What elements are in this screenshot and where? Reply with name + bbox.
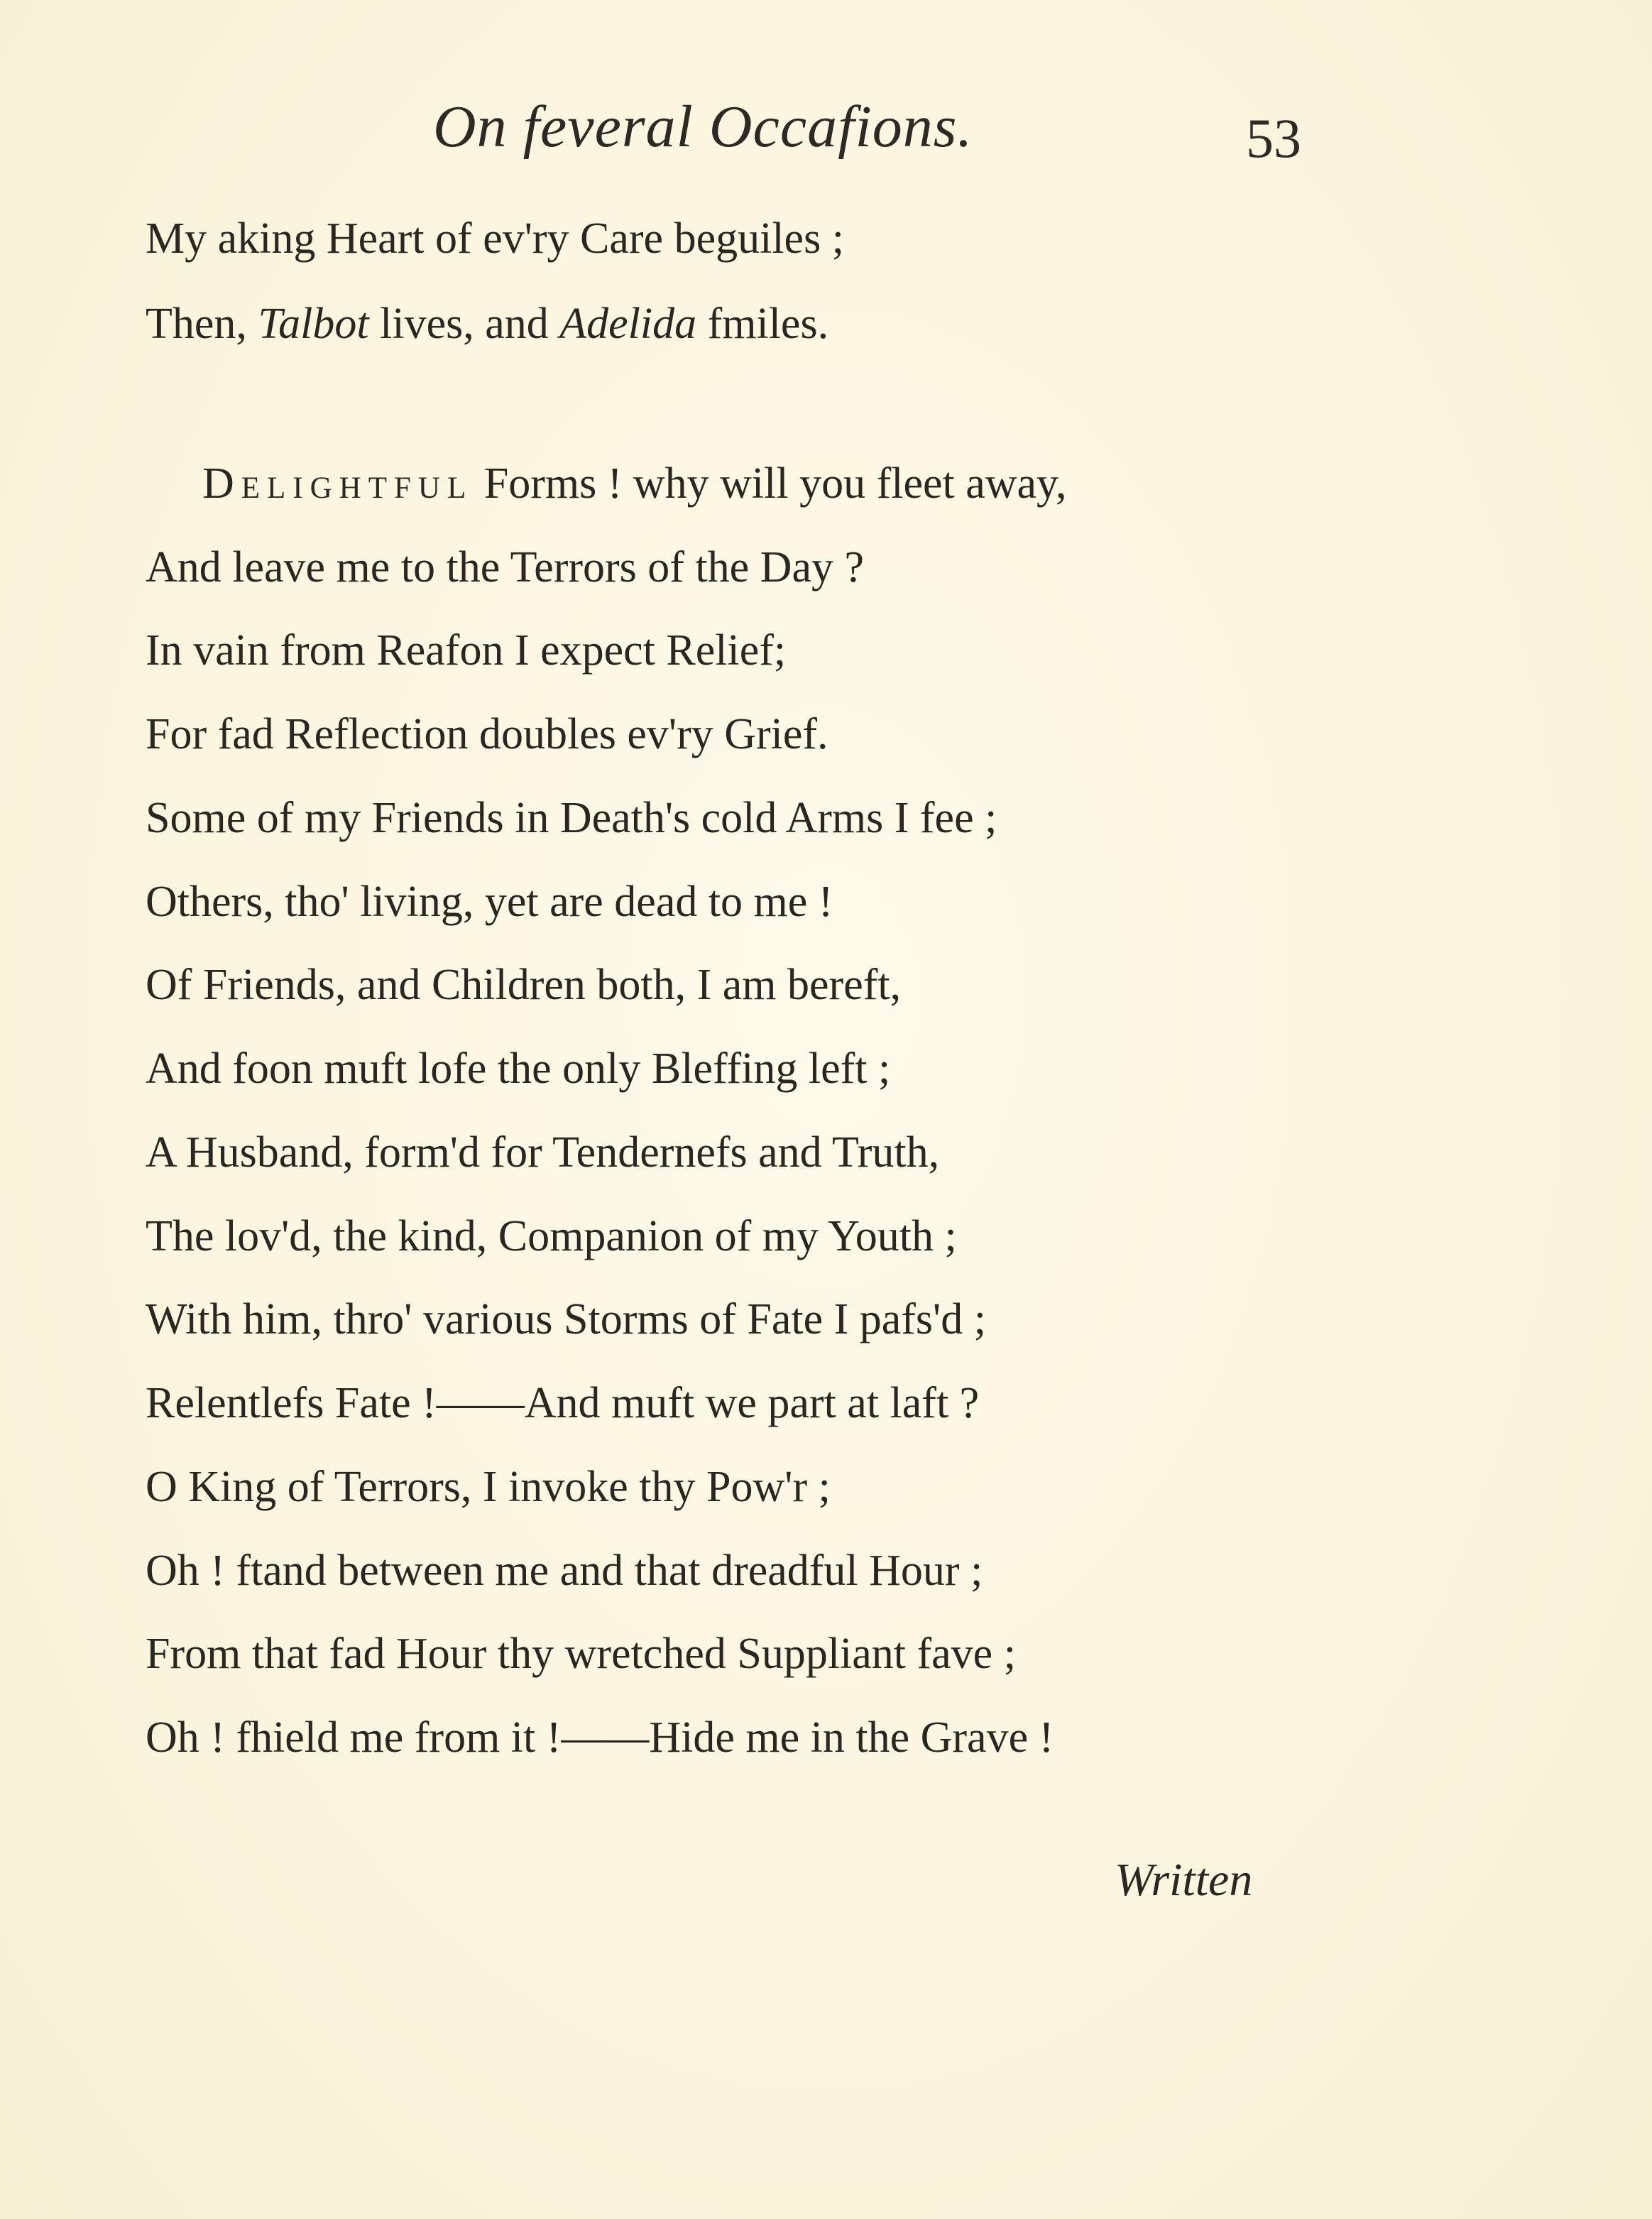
poem-line: Of Friends, and Children both, I am bereft, <box>146 961 902 1009</box>
poem-line: Oh ! fhield me from it !——Hide me in the Grave ! <box>146 1713 1054 1762</box>
poem-line: Relentlefs Fate !——And muft we part at laft ? <box>146 1379 980 1427</box>
poem-line: Then, Talbot lives, and Adelida fmiles. <box>146 300 829 348</box>
poem-line: From that fad Hour thy wretched Suppliant fave ; <box>146 1630 1016 1678</box>
poem-line: Others, tho' living, yet are dead to me ! <box>146 878 833 926</box>
poem-line: O King of Terrors, I invoke thy Pow'r ; <box>146 1463 831 1511</box>
poem-line: With him, thro' various Storms of Fate I pafs'd ; <box>146 1295 986 1343</box>
stanza-opening-line: Delightful Forms ! why will you fleet away, <box>202 459 1067 508</box>
poem-line: And foon muft lofe the only Bleffing left ; <box>146 1045 891 1093</box>
poem-line: Oh ! ftand between me and that dreadful Hour ; <box>146 1547 983 1595</box>
name-adelida: Adelida <box>559 300 697 348</box>
poem-line: My aking Heart of ev'ry Care beguiles ; <box>146 214 844 263</box>
poem-line: For fad Reflection doubles ev'ry Grief. <box>146 710 828 758</box>
page-number: 53 <box>1246 107 1301 169</box>
small-caps-opening: Delightful <box>202 459 474 508</box>
running-head: On feveral Occafions. <box>433 94 973 160</box>
name-talbot: Talbot <box>258 300 369 348</box>
poem-line: The lov'd, the kind, Companion of my Youth ; <box>146 1212 957 1260</box>
poem-line: And leave me to the Terrors of the Day ? <box>146 543 864 591</box>
poem-line: In vain from Reafon I expect Relief; <box>146 626 787 675</box>
poem-line: A Husband, form'd for Tendernefs and Truth, <box>146 1128 940 1177</box>
poem-line: Some of my Friends in Death's cold Arms I fee ; <box>146 794 997 842</box>
catchword: Written <box>1115 1854 1253 1906</box>
